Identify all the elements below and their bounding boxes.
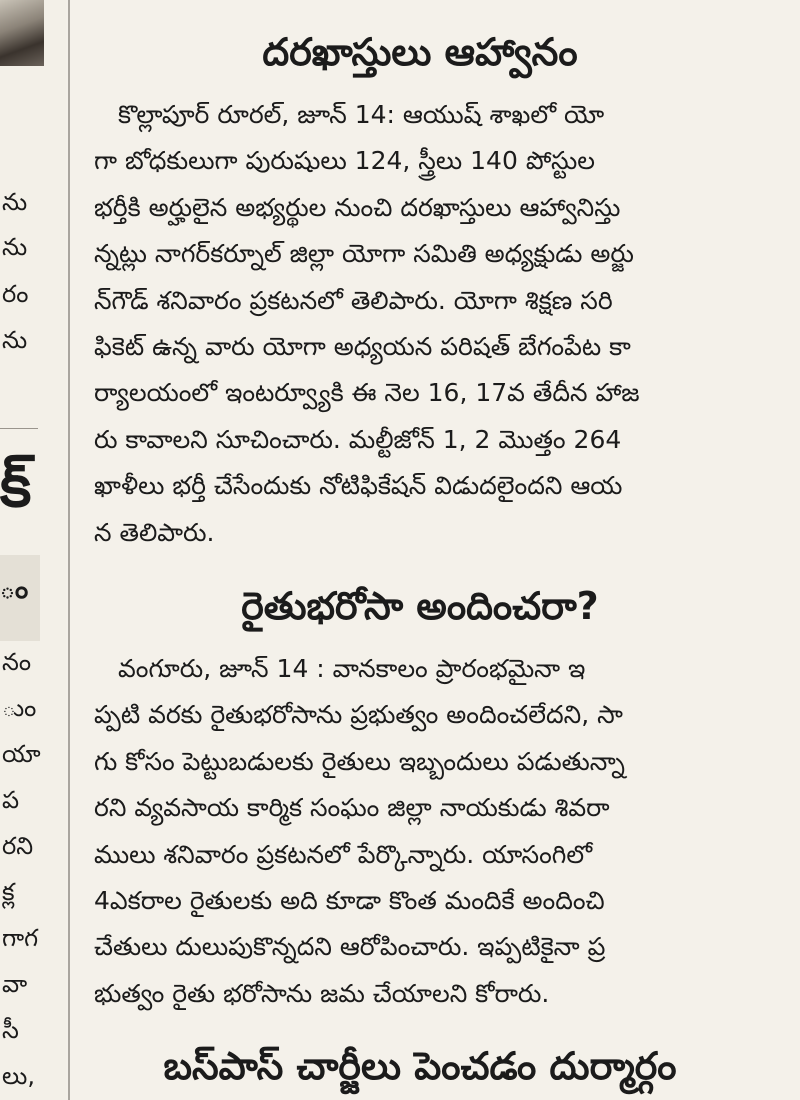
left-highlight-box (0, 555, 40, 641)
left-fragment: లు, (2, 1062, 35, 1090)
left-fragment: రం (2, 280, 29, 308)
left-column-fragment (0, 0, 66, 1100)
left-fragment: సీ (2, 1016, 19, 1044)
article-1-line: న తెలిపారు. (94, 517, 215, 547)
article-1-line: న్‌గౌడ్ శనివారం ప్రకటనలో తెలిపారు. యోగా శిక్షణ సరి (94, 285, 613, 315)
left-fragment: వా (2, 970, 28, 998)
left-fragment: నం (2, 648, 32, 676)
column-divider (68, 0, 70, 1100)
left-rule (0, 428, 38, 429)
article-1-line: కొల్లాపూర్ రూరల్, జూన్ 14: ఆయుష్ శాఖలో యో (118, 100, 605, 129)
left-box-text: ం (0, 575, 29, 605)
left-fragment: ుం (2, 694, 37, 722)
article-2-line: చేతులు దులుపుకొన్నదని ఆరోపించారు. ఇప్పటికైనా ప్ర (94, 932, 606, 962)
article-2-line: ప్పటి వరకు రైతుభరోసాను ప్రభుత్వం అందించలేదని, సా (94, 700, 623, 730)
article-1-headline: దరఖాస్తులు ఆహ్వానం (262, 30, 578, 74)
article-2-line: ములు శనివారం ప్రకటనలో పేర్కొన్నారు. యాసంగిలో (94, 839, 593, 869)
left-fragment: క్ల (2, 878, 15, 906)
left-fragment: రని (2, 832, 34, 860)
main-column (94, 0, 746, 1100)
left-fragment: గాగ (2, 924, 39, 952)
left-fragment: ను (2, 326, 28, 354)
article-1-body (94, 92, 746, 556)
article-3-headline: బస్‌పాస్ చార్జీలు పెంచడం దుర్మార్గం (163, 1044, 677, 1088)
article-2-headline: రైతుభరోసా అందించరా? (241, 584, 599, 628)
article-1-line: భర్తీకి అర్హులైన అభ్యర్థుల నుంచి దరఖాస్తులు ఆహ్వానిస్తు (94, 192, 621, 222)
article-2-line: గు కోసం పెట్టుబడులకు రైతులు ఇబ్బందులు పడుతున్నా (94, 746, 625, 776)
left-fragment: ను (2, 233, 28, 261)
article-1-line: ఫికెట్ ఉన్న వారు యోగా అధ్యయన పరిషత్ బేగంపేట కా (94, 332, 631, 362)
article-2-line: వంగూరు, జూన్ 14 : వానకాలం ప్రారంభమైనా ఇ (118, 654, 586, 683)
article-1-line: న్నట్లు నాగర్‌కర్నూల్ జిల్లా యోగా సమితి అధ్యక్షుడు అర్జు (94, 239, 634, 269)
article-1-line: ర్యాలయంలో ఇంటర్వ్యూకి ఈ నెల 16, 17వ తేదీన హాజ (94, 378, 640, 408)
article-1-line: రు కావాలని సూచించారు. మల్టీజోన్ 1, 2 మొత్తం 264 (94, 424, 622, 454)
article-1-line: గా బోధకులుగా పురుషులు 124, స్త్రీలు 140 పోస్టుల (94, 146, 595, 176)
cropped-photo (0, 0, 44, 66)
left-fragment: ప (2, 786, 20, 814)
left-fragment: ను (2, 188, 28, 216)
article-2-line: భుత్వం రైతు భరోసాను జమ చేయాలని కోరారు. (94, 978, 550, 1008)
left-big-headline-fragment: క్ (0, 451, 32, 521)
left-fragment: యా (2, 740, 41, 768)
article-1-line: ఖాళీలు భర్తీ చేసేందుకు నోటిఫికేషన్ విడుదలైందని ఆయ (94, 471, 623, 501)
article-2-body (94, 646, 746, 1017)
article-2-line: రని వ్యవసాయ కార్మిక సంఘం జిల్లా నాయకుడు శివరా (94, 793, 610, 823)
article-2-line: 4ఎకరాల రైతులకు అది కూడా కొంత మందికే అందించి (94, 886, 605, 916)
